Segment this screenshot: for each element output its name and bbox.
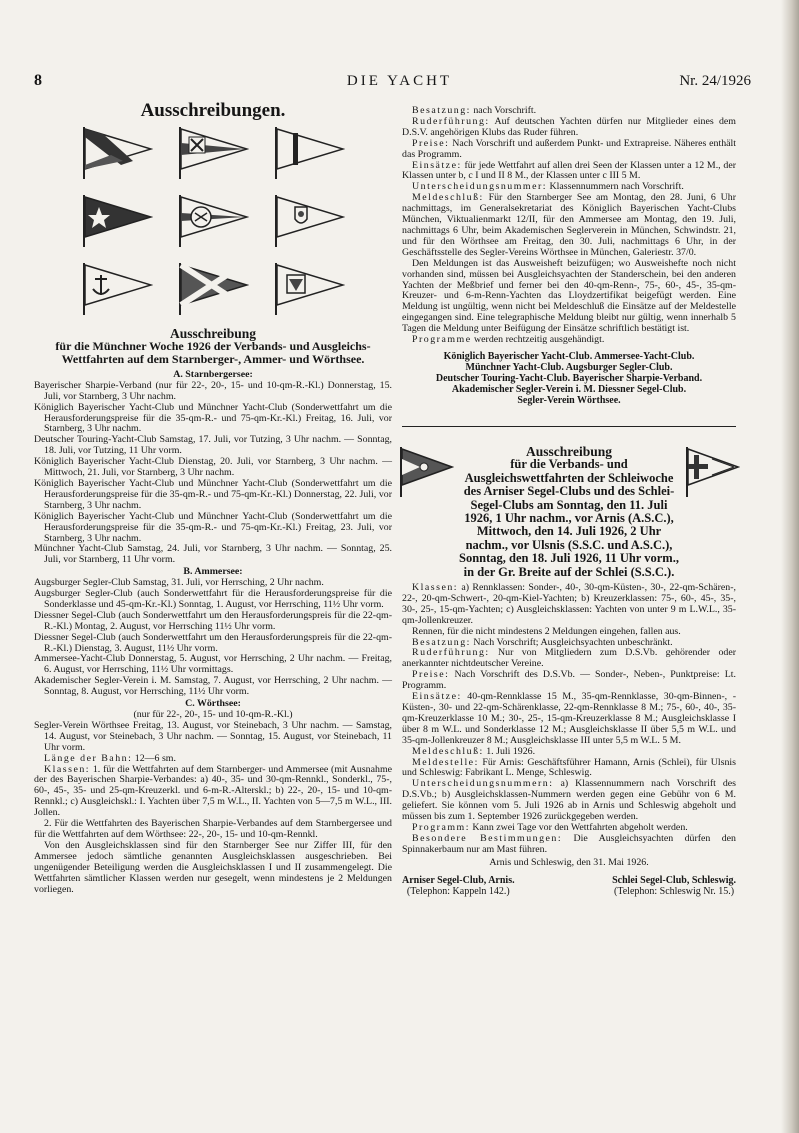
pennant-1-icon xyxy=(81,125,153,179)
announcement-title xyxy=(34,327,392,366)
rule-text: nach Vorschrift. xyxy=(473,105,537,116)
pennant-6-icon xyxy=(273,193,345,247)
entries-paragraph: Den Meldungen ist das Ausweisheft beizufügen; wo Ausweishefte noch nicht vorhanden sind, müssen bei Ausgleichsyachten der Standerschein, bei den anderen Yachten der Meßbrief und ferner bei den 40-qm-Renn-, 75-, 60-, 45-, 35-qm-Kreuzer- und 6-m-Renn-Yachten das Lloydzertifikat beigefügt werden. Eine Meldung ist ungültig, wenn nicht bei Meldeschluß die Einsätze auf der Meldestelle eingegangen sind. Eine telegraphische Meldung bleibt nur gültig, wenn innerhalb 5 Tagen die Meldung unter Beifügung der Einsätze schriftlich bestätigt ist. xyxy=(402,257,736,335)
list-item: Königlich Bayerischer Yacht-Club und Münchner Yacht-Club (Sonderwettfahrt um die Herausforderungspreise für die 35-qm-R.- und 75-qm-Kr.-Kl.) Freitag, 23. Juli, vor Starnberg, 3 Uhr nachm. xyxy=(34,510,392,544)
pennant-5-icon xyxy=(177,193,249,247)
rule-label: Preise: xyxy=(412,137,450,149)
pennant-3-icon xyxy=(273,125,345,179)
signature-phone: (Telephon: Schleswig Nr. 15.) xyxy=(613,885,735,897)
section-c-heading: C. Wörthsee: xyxy=(185,698,241,710)
rule-label: Meldeschluß: xyxy=(412,745,484,757)
rule-label: Einsätze: xyxy=(412,159,462,171)
pennant-9-icon xyxy=(273,261,345,315)
list-item: Bayerischer Sharpie-Verband (nur für 22-, 20-, 15- und 10-qm-R.-Kl.) Donnerstag, 15. Juli, vor Starnberg, 3 Uhr nachm. xyxy=(34,379,392,402)
rule-label: Ruderführung: xyxy=(412,115,490,127)
announcement-title-line1: Ausschreibung xyxy=(169,325,257,341)
rule-text: 1. Juli 1926. xyxy=(486,745,536,757)
club-line: Königlich Bayerischer Yacht-Club. Ammersee-Yacht-Club. xyxy=(443,350,695,362)
list-item: Augsburger Segler-Club Samstag, 31. Juli, vor Herrsching, 2 Uhr nachm. xyxy=(34,577,324,589)
rule-text: Rennen, für die nicht mindestens 2 Meldungen eingehen, fallen aus. xyxy=(412,625,681,637)
rule-text: Klassennummern nach Vorschrift. xyxy=(549,181,684,193)
schlei-announcement-title xyxy=(458,445,680,579)
rule-text: Nach Vorschrift; Ausgleichsyachten unbeschränkt. xyxy=(473,636,673,648)
pennant-8-icon xyxy=(177,261,249,315)
list-item: Deutscher Touring-Yacht-Club Samstag, 17. Juli, vor Tutzing, 3 Uhr nachm. — Sonntag, 18. Juli, vor Tutzing, 11 Uhr vorm. xyxy=(34,434,392,457)
left-column xyxy=(34,100,393,895)
rule-text: Für Arnis: Geschäftsführer Hamann, Arnis (Schlei), für Ulsnis und Schleswig: Fabrikant L. Menge, Schleswig. xyxy=(402,756,736,779)
rule-label: Preise: xyxy=(412,669,450,681)
rule-label: Unterscheidungsnummer: xyxy=(412,181,548,193)
dateline: Arnis und Schleswig, den 31. Mai 1926. xyxy=(489,856,649,868)
pennant-7-icon xyxy=(81,261,153,315)
section-c-subheading: (nur für 22-, 20-, 15- und 10-qm-R.-Kl.) xyxy=(133,709,293,720)
announcement-title-line2: für die Münchner Woche 1926 der Verbands- und Ausgleichs-Wettfahrten auf dem Starnberger-, Ammer- und Wörthsee. xyxy=(55,338,371,366)
list-item: Königlich Bayerischer Yacht-Club und Münchner Yacht-Club (Sonderwettfahrt um die Herausforderungspreise für die 35-qm-R.- und 75-qm-Kr.-Kl.) Freitag, 16. Juli, vor Starnberg, 3 Uhr nachm. xyxy=(34,401,392,435)
section-title: Ausschreibungen. xyxy=(140,100,286,121)
rule-entry-office xyxy=(402,758,736,780)
list-item: Diessner Segel-Club (auch Sonderwettfahrt um den Herausforderungspreis für die 22-qm-R.-Kl.) Montag, 2. August, vor Herrsching 11½ Uhr vorm. xyxy=(34,609,392,632)
rule-label: Meldeschluß: xyxy=(412,192,484,204)
list-item: Segler-Verein Wörthsee Freitag, 13. August, vor Steinebach, 3 Uhr nachm. — Samstag, 14. August, vor Steinebach, 3 Uhr nachm. — Sonntag, 15. August, vor Steinebach, 11 Uhr vorm. xyxy=(34,719,392,753)
rule-helm xyxy=(402,648,736,670)
rule-text: 40-qm-Rennklasse 15 M., 35-qm-Rennklasse, 30-qm-Binnen-, -Küsten-, 30- und 22-qm-Schärenklasse, 22-qm-Rennklasse 8 M.; 75-, 60-, 40-, 35-qm-Kreuzerklasse 10 M.; 30-, 25-, 15-qm-Kreuzerklasse 8 M.; Ausgleichsklasse I über 8 m W.L. und Sonderklasse 12 M.; Ausgleichsklasse II über 5,5 m W.L. und 35-qm-Jollenkreuzer 8 M.; Ausgleichsklasse III unter 5,5 m W.L. 5 M. xyxy=(402,691,737,746)
rule-text: Die Ausgleichsyachten dürfen den Spinnakerbaum nur am Mast führen. xyxy=(402,832,736,855)
programme-paragraph xyxy=(402,335,736,346)
schlei-title-line2: für die Verbands- und Ausgleichswettfahrten der Schleiwoche des Arniser Segel-Clubs und des Schlei-Segel-Clubs am Sonntag, den 11. Juli 1926, 1 Uhr nachm., vor Arnis (A.S.C.), Mittwoch, den 14. Juli 1926, 2 Uhr nachm., vor Ulsnis (S.S.C. und A.S.C.), Sonntag, den 18. Juli 1926, 11 Uhr vorm., in der Gr. Breite auf der Schlei (S.S.C.). xyxy=(459,457,679,579)
schlei-pennant-icon xyxy=(684,445,740,497)
rule-text: a) Klassennummern nach Vorschrift des D.S.Vb.; b) Ausgleichsklassen-Nummern werden gegen eine Gebühr von 6 M. geliefert. Sie können vom 5. Juli 1926 ab in Arnis und Schleswig abgeholt und müssen bis zum 1. September 1926 zurückgegeben werden. xyxy=(402,778,737,823)
issue-number: Nr. 24/1926 xyxy=(679,73,751,89)
signature-arnis xyxy=(402,875,515,897)
rule-label: Programm: xyxy=(412,821,470,833)
section-divider xyxy=(402,426,736,427)
schlei-title-line1: Ausschreibung xyxy=(525,443,613,459)
right-column xyxy=(402,106,736,897)
magazine-title: DIE YACHT xyxy=(346,73,453,89)
list-item: Ammersee-Yacht-Club Donnerstag, 5. August, vor Herrsching, 2 Uhr nachm. — Freitag, 6. August, vor Herrsching, 11½ Uhr vormittags. xyxy=(34,653,392,676)
programme-text: werden rechtzeitig ausgehändigt. xyxy=(474,334,605,346)
rule-label: Besatzung: xyxy=(412,105,471,116)
section-a-heading: A. Starnbergersee: xyxy=(173,368,253,380)
club-line: Akademischer Segler-Verein i. M. Diessner Segel-Club. xyxy=(451,383,687,395)
signature-name: Arniser Segel-Club, Arnis. xyxy=(402,874,515,886)
classes-text: 1. für die Wettfahrten auf dem Starnberger- und Ammersee (mit Ausnahme der des Bayerischen Sharpie-Verbandes: a) 40-, 35- und 30-qm-Rennkl., Sonderkl., 75-, 60-, 45-, 35- und 25-qm-Kreuzerkl. und 6-m-R.-Alterskl.; b) 22-, 20-, 15- und 10-qm-Rennkl.; c) Ausgleichskl.: I. Yachten über 7,5 m W.L., II. Yachten von 5—7,5 m W.L., III. Jollen. xyxy=(34,763,393,819)
rule-text: Für den Starnberger See am Montag, den 28. Juni, 6 Uhr nachmittags, im Generalsekretariat des Königlich Bayerischen Yacht-Clubs München, Viktualienmarkt 12/II, für den Ammersee am Montag, den 19. Juli, nachmittags 6 Uhr, beim Akademischen Seglerverein in München, Schwindstr. 21, und für den Wörthsee am Freitag, den 30. Juli, nachmittags 6 Uhr, in der Geschäftsstelle des Segler-Vereins Wörthsee in München, Galeriestr. 37/0. xyxy=(402,192,737,258)
rule-helm xyxy=(402,117,736,139)
rule-label: Klassen: xyxy=(412,582,459,593)
schlei-signatures xyxy=(402,875,736,897)
rule-text: Nur von Mitgliedern zum D.S.Vb. gehörender oder anerkannter nichtdeutscher Vereine. xyxy=(402,647,736,670)
rule-text: a) Rennklassen: Sonder-, 40-, 30-qm-Küsten-, 30-, 22-qm-Schären-, 22-, 20-qm-Schwert-, 20-qm-Kiel-Yachten; b) Kreuzerklassen: 75-, 60-, 45-, 35-, 30-, 25-, 15-qm-Yachten; c) Ausgleichsklassen: Yachten von unter 9 m L.W.L., 35-qm-Jollenkreuzer. xyxy=(402,582,736,626)
list-item: Diessner Segel-Club (auch Sonderwettfahrt um den Herausforderungspreis für die 22-qm-R.-Kl.) Dienstag, 3. August, 11½ Uhr vorm. xyxy=(34,631,392,654)
classes-paragraph xyxy=(34,765,392,820)
page-spine-shadow xyxy=(781,0,799,1133)
programme-label: Programme xyxy=(412,334,472,346)
list-item: Königlich Bayerischer Yacht-Club Dienstag, 20. Juli, vor Starnberg, 3 Uhr nachm. — Mittwoch, 21. Juli, vor Starnberg, 3 Uhr nachm. xyxy=(34,456,392,479)
rule-text: Auf deutschen Yachten dürfen nur Mitglieder eines dem D.S.V. angehörigen Klubs das Ruder führen. xyxy=(402,115,736,138)
classes-paragraph-2: 2. Für die Wettfahrten des Bayerischen Sharpie-Verbandes auf dem Starnbergersee und für die Wettfahrten auf dem Wörthsee: 22-, 20-, 15- und 10-qm-Rennkl. xyxy=(34,818,392,840)
rule-text: für jede Wettfahrt auf allen drei Seen der Klassen unter a 12 M., der Klassen unter b, c I und II 8 M., der Klassen unter c III 5 M. xyxy=(402,159,737,182)
list-item: Akademischer Segler-Verein i. M. Samstag, 7. August, vor Herrsching, 2 Uhr nachm. — Sonntag, 8. August, vor Herrsching, 11½ Uhr vorm. xyxy=(34,675,392,698)
rule-text: Nach Vorschrift und außerdem Punkt- und Extrapreise. Näheres enthält das Programm. xyxy=(402,137,737,160)
pennant-2-icon xyxy=(177,125,249,179)
rule-entry-deadline xyxy=(402,193,736,258)
rule-classes xyxy=(402,583,736,627)
club-line: Segler-Verein Wörthsee. xyxy=(517,394,621,406)
rule-label: Besatzung: xyxy=(412,636,471,648)
signature-phone: (Telephon: Kappeln 142.) xyxy=(406,885,510,897)
section-b-heading: B. Ammersee: xyxy=(183,566,243,578)
rule-label: Besondere Bestimmungen: xyxy=(412,832,563,844)
club-line: Münchner Yacht-Club. Augsburger Segler-Club. xyxy=(465,361,673,373)
schlei-announcement-header xyxy=(402,445,736,579)
rule-prizes xyxy=(402,139,736,161)
rule-label: Ruderführung: xyxy=(412,647,490,659)
rule-sail-numbers xyxy=(402,779,736,823)
arniser-pennant-icon xyxy=(398,445,454,497)
course-length-value: 12—6 sm. xyxy=(134,752,176,764)
signature-name: Schlei Segel-Club, Schleswig. xyxy=(612,874,736,886)
page-number: 8 xyxy=(34,72,42,89)
course-length-label: Länge der Bahn: xyxy=(44,752,133,764)
list-item: Münchner Yacht-Club Samstag, 24. Juli, vor Starnberg, 3 Uhr nachm. — Sonntag, 25. Juli, vor Starnberg, 11 Uhr vorm. xyxy=(34,543,392,566)
list-item: Augsburger Segler-Club (auch Sonderwettfahrt für die Herausforderungspreise für die Sonderklasse und 45-qm-Kr.-Kl.) Sonntag, 1. August, vor Herrsching, 11½ Uhr vorm. xyxy=(34,588,392,610)
club-signatures xyxy=(402,351,736,406)
rule-prizes xyxy=(402,670,736,692)
signature-schleswig xyxy=(612,875,736,897)
list-item: Königlich Bayerischer Yacht-Club und Münchner Yacht-Club (Sonderwettfahrt um die Herausforderungspreise für die 35-qm-R.- und 75-qm-Kr.-Kl.) Donnerstag, 22. Juli, vor Starnberg, 3 Uhr nachm. xyxy=(34,477,392,511)
classes-paragraph-3: Von den Ausgleichsklassen sind für den Starnberger See nur Ziffer III, für den Ammersee jedoch sämtliche genannten Ausgleichsklassen ausgeschrieben. Bei ungenügender Beteiligung werden die Ausgleichsklassen I und II zusammengelegt. Die Wettfahrten sämtlicher Klassen werden nur gesegelt, wenn mindestens je 2 Meldungen vorliegen. xyxy=(34,839,392,895)
club-line: Deutscher Touring-Yacht-Club. Bayerischer Sharpie-Verband. xyxy=(435,372,703,384)
rule-fees xyxy=(402,692,736,747)
rule-label: Einsätze: xyxy=(412,691,462,703)
classes-label: Klassen: xyxy=(44,763,91,775)
rule-special xyxy=(402,834,736,856)
rule-label: Unterscheidungsnummern: xyxy=(412,778,554,790)
rule-text: Kann zwei Tage vor den Wettfahrten abgeholt werden. xyxy=(472,821,688,833)
pennant-4-icon xyxy=(81,193,153,247)
rule-text: Nach Vorschrift des D.S.Vb. — Sonder-, Neben-, Punktpreise: Lt. Programm. xyxy=(402,669,736,692)
rule-label: Meldestelle: xyxy=(412,756,479,768)
rule-fees xyxy=(402,161,736,183)
club-pennants-grid xyxy=(63,125,363,321)
